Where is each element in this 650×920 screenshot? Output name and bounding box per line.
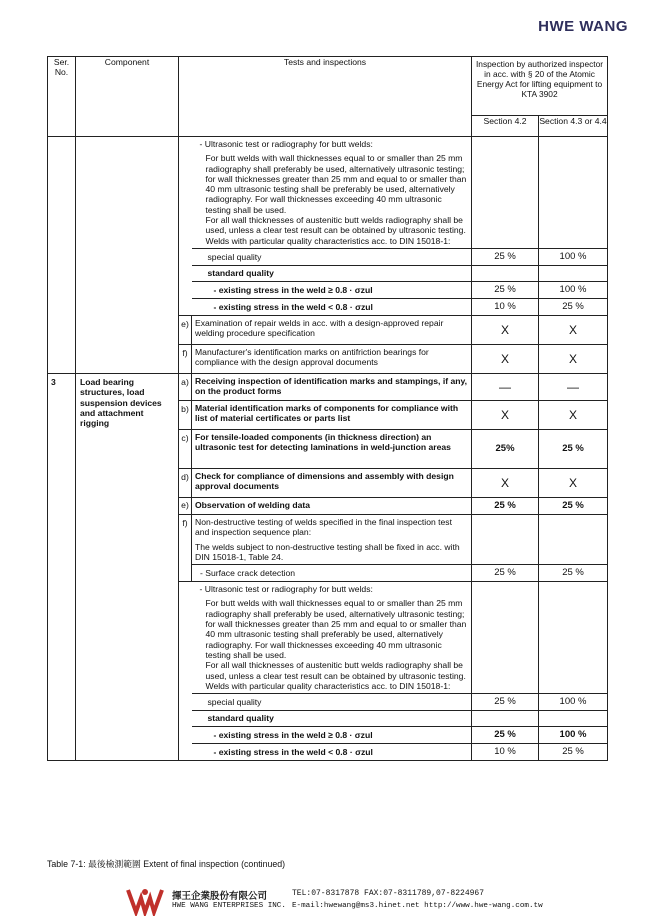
table-row: special quality 25 % 100 % <box>48 248 608 265</box>
company-web: E-mail:hwewang@ms3.hinet.net http://www.hwe-wang.com.tw <box>292 902 543 910</box>
table-caption: Table 7-1: 最後檢測範圍 Extent of final inspection (continued) <box>47 859 286 869</box>
table-row: c) For tensile-loaded components (in thickness direction) an ultrasonic test for detecting laminations in weld-junction areas 25% 25 % <box>48 429 608 468</box>
company-logo-icon <box>126 886 164 916</box>
table-row <box>48 137 608 249</box>
ut-block: - Ultrasonic test or radiography for butt welds: For butt welds with wall thicknesses equal to or smaller than 25 mm radiography shall preferably be used, alternatively ultrasonic testing; for wall thicknesses greater than 25 mm and equal to or smaller than 40 mm ultrasonic testing shall be preferably be used, alternatively radiography. For wall thicknesses exceeding 40 mm ultrasonic testing shall be used. For all wall thicknesses of austenitic butt welds radiography shall be used, unless a clear test result can be obtained by ultrasonic testing. Welds with particular quality characteristics acc. to DIN 15018-1: <box>192 137 472 249</box>
table-row: standard quality <box>48 711 608 727</box>
header-inspection: Inspection by authorized inspector in acc. with § 20 of the Atomic Energy Act for lifting equipment to KTA 3902 <box>472 57 608 116</box>
header-component: Component <box>76 57 179 137</box>
table-row: - Surface crack detection 25 % 25 % <box>48 565 608 582</box>
footer <box>126 886 636 916</box>
table-row: e) Observation of welding data 25 % 25 % <box>48 497 608 514</box>
table-row: standard quality <box>48 265 608 281</box>
inspection-table <box>47 56 608 761</box>
ndt-intro: Non-destructive testing of welds specified in the final inspection test and inspection sequence plan: The welds subject to non-destructive testing shall be fixed in acc. with DIN 15018-1, Table 24. <box>192 514 472 564</box>
company-name-en: HWE WANG ENTERPRISES INC. <box>172 902 286 910</box>
header-row <box>48 57 608 116</box>
table-row: - existing stress in the weld < 0.8 · σzul 10 % 25 % <box>48 298 608 315</box>
header-tests: Tests and inspections <box>179 57 472 137</box>
header-ser-no: Ser. No. <box>48 57 76 137</box>
table-row: d) Check for compliance of dimensions and assembly with design approval documents X X <box>48 468 608 497</box>
header-section-b: Section 4.3 or 4.4 <box>539 116 608 137</box>
component-name: Load bearing structures, load suspension devices and attachment rigging <box>76 373 179 760</box>
ser-number: 3 <box>48 373 76 760</box>
table-row: b) Material identification marks of components for compliance with list of material certificates or parts list X X <box>48 400 608 429</box>
company-contacts: TEL:07-8317878 FAX:07-8311789,07-8224967 <box>292 889 485 898</box>
table-row: 3 Load bearing structures, load suspension devices and attachment rigging a) Receiving inspection of identification marks and stampings, if any, on the product forms — — <box>48 373 608 400</box>
header-section-a: Section 4.2 <box>472 116 539 137</box>
ut-block-2: - Ultrasonic test or radiography for butt welds: For butt welds with wall thicknesses equal to or smaller than 25 mm radiography shall preferably be used, alternatively ultrasonic testing; for wall thicknesses greater than 25 mm and equal to or smaller than 40 mm ultrasonic testing shall preferably be used, alternatively radiography. For wall thicknesses exceeding 40 mm ultrasonic testing shall be used. For all wall thicknesses of austenitic butt welds radiography shall be used, unless a clear test result can be obtained by ultrasonic testing. Welds with particular quality characteristics acc. to DIN 15018-1: <box>192 582 472 694</box>
table-row: special quality 25 % 100 % <box>48 694 608 711</box>
table-row: e) Examination of repair welds in acc. with a design-approved repair welding procedure specification X X <box>48 315 608 344</box>
table-row: - existing stress in the weld ≥ 0.8 · σzul 25 % 100 % <box>48 281 608 298</box>
table-row: f) Non-destructive testing of welds specified in the final inspection test and inspection sequence plan: The welds subject to non-destructive testing shall be fixed in acc. with DIN 15018-1, Table 24. <box>48 514 608 564</box>
company-name-cn: 揮王企業股份有限公司 <box>172 891 268 902</box>
table-row: - existing stress in the weld ≥ 0.8 · σzul 25 % 100 % <box>48 727 608 744</box>
table-row: - existing stress in the weld < 0.8 · σzul 10 % 25 % <box>48 744 608 761</box>
table-row: f) Manufacturer's identification marks on antifriction bearings for compliance with the design approval documents X X <box>48 344 608 373</box>
brand-name: HWE WANG <box>538 18 628 35</box>
